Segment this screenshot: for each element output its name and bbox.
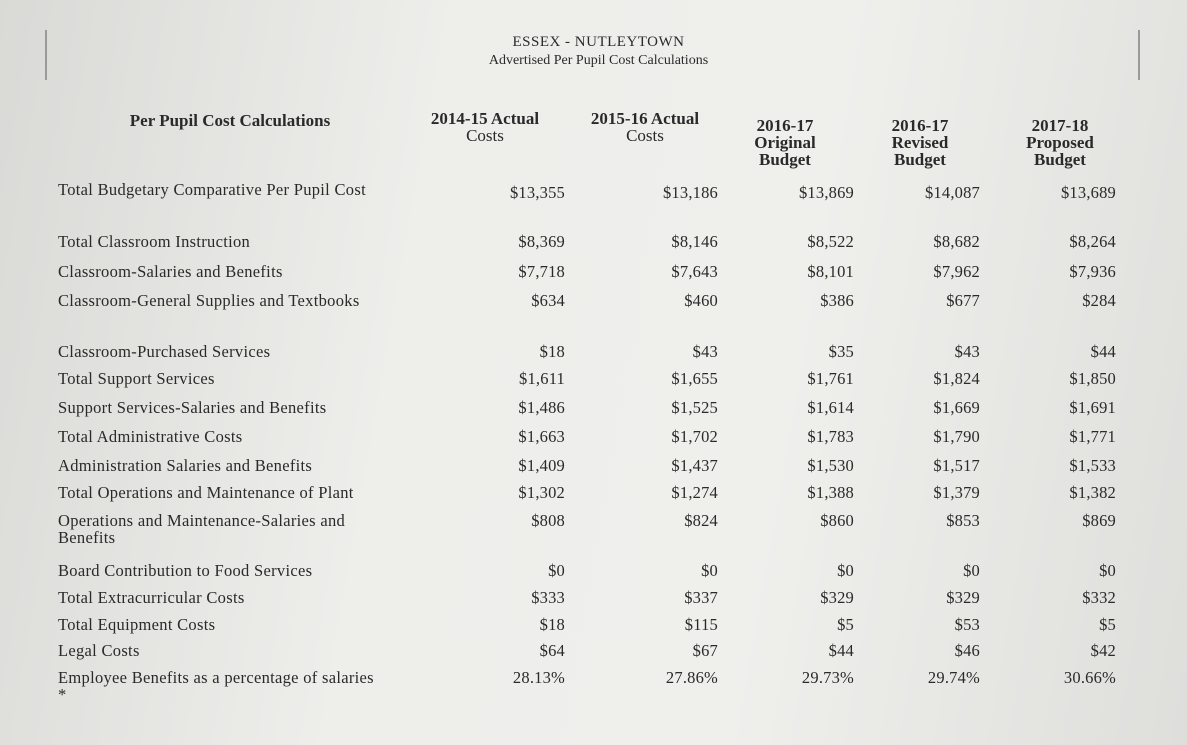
- column-header-2: [570, 110, 720, 144]
- cell-value: $44: [828, 641, 854, 660]
- cell-value: $1,761: [807, 369, 854, 388]
- cell-value: $1,771: [1069, 427, 1116, 446]
- cell-value: $860: [820, 511, 854, 530]
- cell-value: $7,936: [1069, 262, 1116, 281]
- cell-value: $329: [820, 588, 854, 607]
- cell-value: $333: [531, 588, 565, 607]
- cell-value: $43: [692, 342, 718, 361]
- cell-value: $337: [684, 588, 718, 607]
- column-header-4-sub2: Budget: [894, 150, 946, 169]
- column-header-5-sub: Proposed: [1026, 133, 1094, 152]
- cell-value: $332: [1082, 588, 1116, 607]
- cell-value: $1,274: [671, 483, 718, 502]
- table-row: [0, 484, 1187, 512]
- row-label: Classroom-Purchased Services: [58, 342, 271, 361]
- cell-value: $1,530: [807, 456, 854, 475]
- cell-value: $1,614: [807, 398, 854, 417]
- table-row: [0, 428, 1187, 456]
- cell-value: $8,146: [671, 232, 718, 251]
- cell-value: $115: [684, 615, 718, 634]
- cell-value: $1,388: [807, 483, 854, 502]
- row-label: Total Operations and Maintenance of Plant: [58, 483, 354, 502]
- row-label: Classroom-General Supplies and Textbooks: [58, 291, 360, 310]
- cell-value: $1,533: [1069, 456, 1116, 475]
- cell-value: $0: [963, 561, 980, 580]
- row-label: Employee Benefits as a percentage of salaries *: [58, 668, 374, 704]
- cell-value: $1,850: [1069, 369, 1116, 388]
- column-header-3-sub: Original: [754, 133, 816, 152]
- table-row: [0, 399, 1187, 427]
- table-row: [0, 668, 1187, 704]
- cell-value: $329: [946, 588, 980, 607]
- table-row: [0, 233, 1187, 261]
- table-row: [0, 457, 1187, 485]
- cell-value: $13,186: [662, 183, 718, 202]
- column-header-5-sub2: Budget: [1034, 150, 1086, 169]
- column-header-2-main: 2015-16 Actual: [590, 109, 700, 128]
- cell-value: $46: [954, 641, 980, 660]
- row-label: Classroom-Salaries and Benefits: [58, 262, 283, 281]
- table-row: [0, 642, 1187, 670]
- cell-value: $1,379: [933, 483, 980, 502]
- cell-value: $1,517: [933, 456, 980, 475]
- cell-value: $1,382: [1069, 483, 1116, 502]
- cell-value: $7,962: [933, 262, 980, 281]
- cell-value: 27.86%: [665, 668, 718, 687]
- cell-value: 28.13%: [512, 668, 565, 687]
- row-label: Legal Costs: [58, 641, 140, 660]
- cell-value: $35: [828, 342, 854, 361]
- cell-value: $64: [539, 641, 565, 660]
- cell-value: $5: [1099, 615, 1116, 634]
- column-header-4-sub: Revised: [891, 133, 949, 152]
- cell-value: $1,663: [518, 427, 565, 446]
- cell-value: $1,486: [518, 398, 565, 417]
- column-header-3-main: 2016-17: [756, 116, 814, 135]
- row-label: Total Classroom Instruction: [58, 232, 251, 251]
- table-row: [0, 343, 1187, 371]
- column-header-1-main: 2014-15 Actual: [430, 109, 540, 128]
- cell-value: $44: [1090, 342, 1116, 361]
- cell-value: $53: [954, 615, 980, 634]
- cell-value: $7,718: [518, 262, 565, 281]
- column-header-5-main: 2017-18: [1031, 116, 1089, 135]
- cell-value: $0: [1099, 561, 1116, 580]
- cell-value: $8,682: [933, 232, 980, 251]
- table-row: [0, 292, 1187, 320]
- row-label: Total Support Services: [58, 369, 215, 388]
- row-label: Total Equipment Costs: [58, 615, 216, 634]
- cell-value: $284: [1082, 291, 1116, 310]
- row-label: Total Administrative Costs: [58, 427, 243, 446]
- column-header-1: [410, 110, 560, 144]
- row-label: Total Extracurricular Costs: [58, 588, 245, 607]
- cell-value: $18: [539, 342, 565, 361]
- cell-value: $677: [946, 291, 980, 310]
- cell-value: $386: [820, 291, 854, 310]
- cell-value: 29.74%: [927, 668, 980, 687]
- cell-value: $67: [692, 641, 718, 660]
- cell-value: $13,355: [509, 183, 565, 202]
- cell-value: $808: [531, 511, 565, 530]
- column-header-4-main: 2016-17: [891, 116, 949, 135]
- table-row: [0, 181, 1187, 209]
- column-header-4: [870, 117, 970, 168]
- cell-value: $18: [539, 615, 565, 634]
- column-header-3: [735, 117, 835, 168]
- table-row: [0, 562, 1187, 590]
- row-label: Support Services-Salaries and Benefits: [58, 398, 327, 417]
- cell-value: $42: [1090, 641, 1116, 660]
- cell-value: $14,087: [924, 183, 980, 202]
- cell-value: 29.73%: [801, 668, 854, 687]
- cell-value: $13,689: [1060, 183, 1116, 202]
- cell-value: $1,409: [518, 456, 565, 475]
- cell-value: $43: [954, 342, 980, 361]
- column-header-3-sub2: Budget: [759, 150, 811, 169]
- cell-value: $1,824: [933, 369, 980, 388]
- cell-value: $8,369: [518, 232, 565, 251]
- row-label: Total Budgetary Comparative Per Pupil Cost: [58, 180, 366, 199]
- cell-value: $869: [1082, 511, 1116, 530]
- cell-value: $1,525: [671, 398, 718, 417]
- cell-value: $0: [548, 561, 565, 580]
- table-row: [0, 589, 1187, 617]
- cell-value: $0: [837, 561, 854, 580]
- cell-value: $8,264: [1069, 232, 1116, 251]
- table-row: [0, 511, 1187, 547]
- table-row: [0, 370, 1187, 398]
- cell-value: $1,702: [671, 427, 718, 446]
- document-title: ESSEX - NUTLEYTOWN: [512, 34, 685, 50]
- cell-value: $1,655: [671, 369, 718, 388]
- cell-value: 30.66%: [1063, 668, 1116, 687]
- cell-value: $853: [946, 511, 980, 530]
- table-row: [0, 263, 1187, 291]
- column-header-2-sub: Costs: [626, 126, 664, 145]
- document-header: [0, 34, 1187, 69]
- table-row: [0, 616, 1187, 644]
- cell-value: $1,691: [1069, 398, 1116, 417]
- document-subtitle: Advertised Per Pupil Cost Calculations: [488, 53, 709, 68]
- cell-value: $0: [701, 561, 718, 580]
- cell-value: $824: [684, 511, 718, 530]
- cell-value: $1,302: [518, 483, 565, 502]
- cell-value: $1,611: [519, 369, 565, 388]
- cell-value: $1,437: [671, 456, 718, 475]
- cell-value: $460: [684, 291, 718, 310]
- cell-value: $8,522: [807, 232, 854, 251]
- row-label: Operations and Maintenance-Salaries and Benefits: [58, 511, 346, 547]
- row-label: Administration Salaries and Benefits: [58, 456, 313, 475]
- cell-value: $5: [837, 615, 854, 634]
- cell-value: $8,101: [807, 262, 854, 281]
- column-header-1-sub: Costs: [466, 126, 504, 145]
- cell-value: $1,783: [807, 427, 854, 446]
- cell-value: $1,669: [933, 398, 980, 417]
- cell-value: $1,790: [933, 427, 980, 446]
- row-label: Board Contribution to Food Services: [58, 561, 313, 580]
- row-header-title: Per Pupil Cost Calculations: [129, 111, 331, 130]
- cell-value: $7,643: [671, 262, 718, 281]
- cell-value: $634: [531, 291, 565, 310]
- column-header-5: [1010, 117, 1110, 168]
- cell-value: $13,869: [798, 183, 854, 202]
